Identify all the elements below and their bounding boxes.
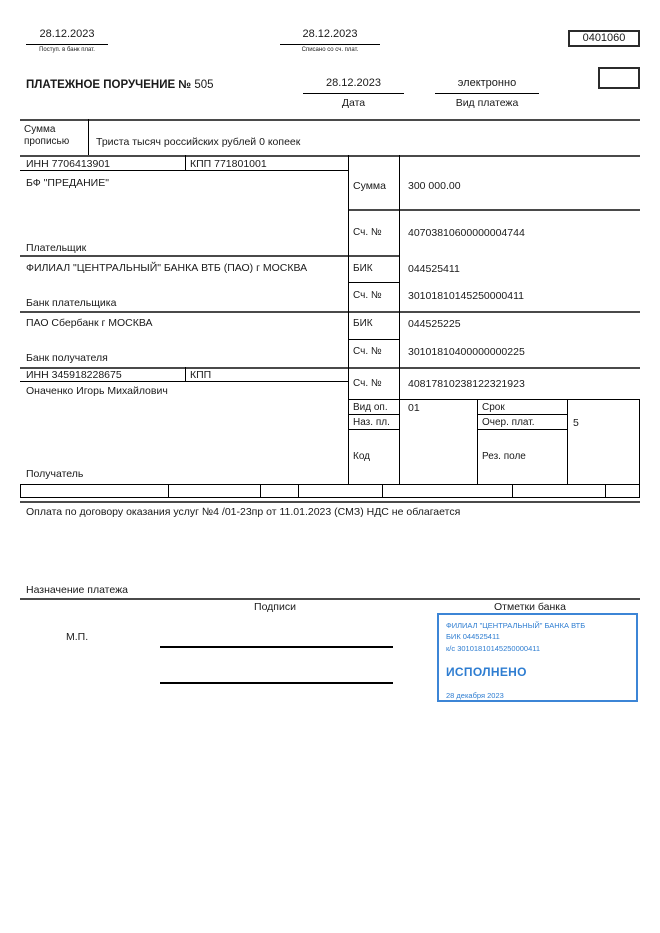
recipient-inn: ИНН 345918228675 (26, 369, 122, 381)
divider (639, 399, 640, 497)
document-date: 28.12.2023 (303, 77, 404, 94)
divider (348, 414, 400, 415)
divider (605, 484, 606, 497)
divider (348, 429, 400, 430)
divider (348, 282, 400, 283)
document-title: ПЛАТЕЖНОЕ ПОРУЧЕНИЕ № (26, 79, 192, 91)
amount-in-words-label: Сумма прописью (24, 124, 70, 147)
payment-purpose-label: Назначение платежа (26, 584, 128, 596)
purpose-code-label: Наз. пл. (353, 417, 390, 428)
payer-label: Плательщик (26, 242, 87, 254)
priority-value: 5 (573, 417, 579, 429)
divider (348, 339, 400, 340)
recipient-corr-account: 30101810400000000225 (408, 346, 525, 358)
divider (168, 484, 169, 497)
divider (382, 484, 383, 497)
divider (20, 381, 348, 382)
stamp-date: 28 декабря 2023 (446, 690, 504, 700)
recipient-kpp: КПП (190, 369, 212, 381)
date-received: 28.12.2023 (26, 28, 108, 45)
term-label: Срок (482, 402, 505, 413)
payment-purpose-text: Оплата по договору оказания услуг №4 /01-23пр от 11.01.2023 (СМЗ) НДС не облагается (26, 506, 461, 518)
divider (512, 484, 513, 497)
date-received-label: Поступ. в банк плат. (39, 47, 95, 53)
sum-value: 300 000.00 (408, 180, 461, 192)
status-code-box (598, 67, 640, 89)
op-kind-label: Вид оп. (353, 402, 388, 413)
divider (348, 155, 349, 484)
sum-label: Сумма (353, 180, 386, 192)
divider (20, 311, 640, 313)
divider (477, 399, 478, 484)
recipient-bik-label: БИК (353, 318, 373, 329)
payer-bank-label: Банк плательщика (26, 297, 117, 309)
divider (20, 119, 640, 121)
reserve-field-label: Рез. поле (482, 451, 526, 462)
divider (567, 399, 568, 484)
divider (20, 484, 640, 485)
op-kind-value: 01 (408, 402, 420, 414)
divider (348, 209, 640, 211)
payer-inn: ИНН 7706413901 (26, 158, 111, 170)
divider (185, 367, 186, 381)
stamp-place-label: М.П. (66, 631, 89, 643)
date-debited: 28.12.2023 (280, 28, 380, 45)
payer-kpp: КПП 771801001 (190, 158, 267, 170)
payer-bank-name: ФИЛИАЛ "ЦЕНТРАЛЬНЫЙ" БАНКА ВТБ (ПАО) г МОСКВА (26, 262, 308, 274)
divider (20, 484, 21, 497)
divider (260, 484, 261, 497)
recipient-bank-label: Банк получателя (26, 352, 108, 364)
payment-kind-label: Вид платежа (455, 97, 519, 109)
divider (20, 155, 640, 157)
recipient-bank-name: ПАО Сбербанк г МОСКВА (26, 317, 153, 329)
stamp-status: ИСПОЛНЕНО (446, 664, 527, 679)
divider (185, 155, 186, 170)
payer-account-label: Сч. № (353, 227, 382, 238)
signature-line (160, 682, 393, 684)
divider (20, 598, 640, 600)
document-date-label: Дата (341, 97, 366, 109)
divider (477, 414, 567, 415)
recipient-label: Получатель (26, 468, 84, 480)
payer-bik-label: БИК (353, 263, 373, 274)
priority-label: Очер. плат. (482, 417, 535, 428)
divider (88, 119, 89, 155)
payer-corr-label: Сч. № (353, 290, 382, 301)
recipient-account: 40817810238122321923 (408, 378, 525, 390)
divider (20, 170, 348, 171)
divider (399, 155, 400, 484)
recipient-name: Оначенко Игорь Михайлович (26, 385, 168, 397)
recipient-corr-label: Сч. № (353, 346, 382, 357)
divider (477, 429, 567, 430)
payment-kind: электронно (435, 77, 539, 94)
stamp-corr-account: к/с 30101810145250000411 (446, 643, 541, 653)
divider (298, 484, 299, 497)
stamp-bank-name: ФИЛИАЛ "ЦЕНТРАЛЬНЫЙ" БАНКА ВТБ (446, 621, 586, 630)
signatures-label: Подписи (254, 601, 296, 613)
bank-execution-stamp (437, 613, 638, 702)
payer-bik: 044525411 (408, 263, 460, 275)
date-debited-label: Списано со сч. плат. (301, 47, 359, 53)
bank-marks-label: Отметки банка (494, 601, 566, 613)
recipient-account-label: Сч. № (353, 378, 382, 389)
code-label: Код (353, 451, 371, 462)
form-code-box: 0401060 (568, 30, 640, 47)
divider (20, 501, 640, 503)
divider (20, 497, 640, 498)
recipient-bik: 044525225 (408, 318, 461, 330)
payer-corr-account: 30101810145250000411 (408, 290, 525, 302)
stamp-bik: БИК 044525411 (446, 632, 500, 642)
divider (348, 399, 640, 400)
payer-name: БФ "ПРЕДАНИЕ" (26, 177, 109, 189)
amount-in-words: Триста тысяч российских рублей 0 копеек (96, 136, 301, 148)
payer-account: 40703810600000004744 (408, 227, 525, 239)
signature-line (160, 646, 393, 648)
document-number: 505 (194, 79, 214, 91)
divider (20, 255, 400, 257)
